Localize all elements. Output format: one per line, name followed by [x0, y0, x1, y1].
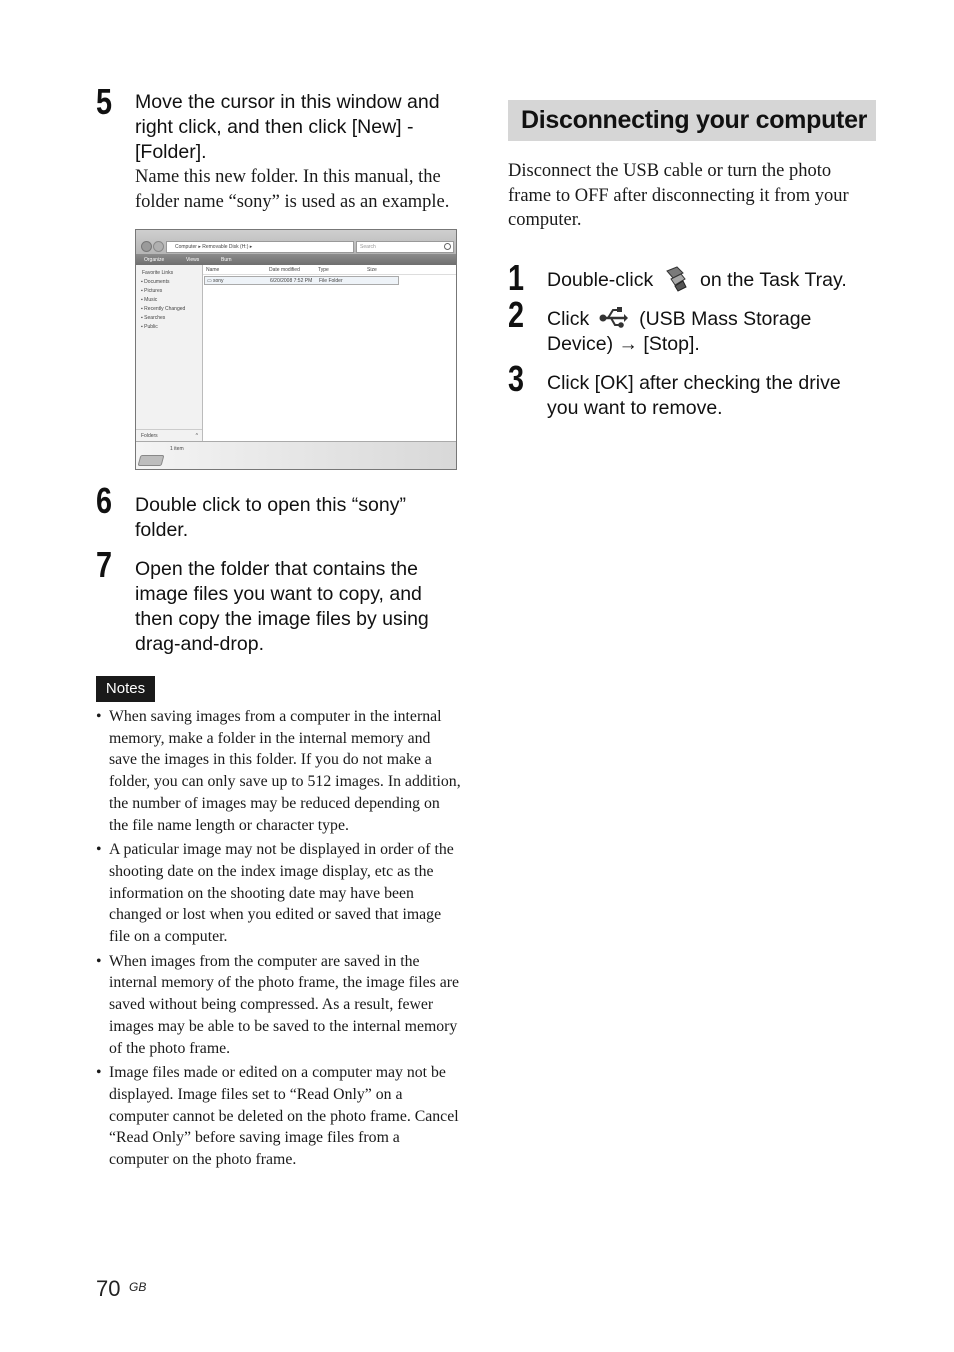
step-2-text: Click (USB Mass Storage	[547, 307, 877, 332]
step-5-text: Move the cursor in this window and right click, and then click [New] - [Folder].	[135, 91, 440, 163]
row-type: File Folder	[319, 278, 343, 284]
column-type[interactable]: Type	[318, 267, 329, 273]
step-6-text: Double click to open this “sony” folder.	[135, 494, 406, 541]
folders-toggle[interactable]	[136, 429, 202, 441]
step-5-subtext: Name this new folder. In this manual, the folder name “sony” is used as an example.	[135, 167, 450, 212]
step-1-number: 1	[508, 257, 525, 298]
nav-item-pictures[interactable]: ▪ Pictures	[141, 288, 163, 294]
address-text: Computer ▸ Removable Disk (H:) ▸	[175, 244, 253, 250]
step-1-text: Double-click on the Task Tray.	[547, 268, 877, 293]
step-5-number: 5	[96, 81, 113, 122]
nav-item-recently-changed[interactable]: ▪ Recently Changed	[141, 306, 186, 312]
explorer-window-screenshot	[135, 229, 457, 470]
step-7-number: 7	[96, 544, 113, 585]
step-2-text-line2: Device) → [Stop].	[547, 333, 700, 355]
step-7-text: Open the folder that contains the image files you want to copy, and then copy the image files by using drag-and-drop.	[135, 558, 429, 655]
forward-button[interactable]	[153, 241, 164, 252]
views-button[interactable]: Views	[186, 257, 200, 263]
column-date-modified[interactable]: Date modified	[269, 267, 300, 273]
search-input[interactable]	[356, 241, 454, 253]
step-6-number: 6	[96, 480, 113, 521]
step-2-number: 2	[508, 294, 525, 335]
column-headers	[203, 265, 457, 275]
folder-icon: ▭	[207, 278, 212, 284]
favorite-links-header: Favorite Links	[142, 270, 174, 276]
list-item: • When images from the computer are saved in the internal memory of the photo frame, the image files are saved without being compressed. As a result, fewer images may be able to be saved to the internal memory of the photo frame.	[96, 952, 460, 1057]
folders-label: Folders	[141, 433, 158, 439]
nav-item-music[interactable]: ▪ Music	[141, 297, 158, 303]
search-placeholder: Search	[360, 244, 376, 250]
drive-icon	[138, 455, 165, 466]
nav-item-searches[interactable]: ▪ Searches	[141, 315, 166, 321]
notes-list	[96, 706, 462, 1174]
details-pane	[136, 441, 457, 470]
usb-icon	[599, 305, 629, 331]
notes-label: Notes	[96, 676, 155, 702]
section-title: Disconnecting your computer	[508, 100, 876, 141]
step-3-number: 3	[508, 358, 525, 399]
burn-button[interactable]: Burn	[221, 257, 232, 263]
file-list	[203, 265, 457, 441]
back-button[interactable]	[141, 241, 152, 252]
step-3-text: Click [OK] after checking the drive you want to remove.	[547, 372, 841, 419]
organize-button[interactable]: Organize	[144, 257, 165, 263]
address-bar[interactable]	[166, 241, 354, 253]
chevron-up-icon: ^	[195, 433, 198, 439]
intro-text: Disconnect the USB cable or turn the photo frame to OFF after disconnecting it from your computer.	[508, 161, 849, 230]
toolbar	[136, 254, 457, 265]
list-item: • When saving images from a computer in the internal memory, make a folder in the internal memory and save the images in this folder. If you do not make a folder, you can only save up to 512 images. In addition, the number of images may be reduced depending on the file name length or character type.	[96, 708, 461, 834]
task-tray-icon	[663, 265, 689, 293]
row-name: sony	[213, 278, 224, 284]
row-date: 6/20/2008 7:52 PM	[270, 278, 313, 284]
nav-item-documents[interactable]: ▪ Documents	[141, 279, 170, 285]
column-size[interactable]: Size	[367, 267, 377, 273]
page-language-code: GB	[129, 1280, 147, 1294]
navigation-pane	[136, 265, 203, 441]
list-item: • A paticular image may not be displayed in order of the shooting date on the index image display, etc as the information on the shooting date may have been changed or lost when you edited or saved that image file on a computer.	[96, 841, 454, 946]
search-icon	[444, 243, 451, 250]
status-item-count: 1 item	[170, 446, 184, 452]
page-number: 70	[96, 1276, 121, 1301]
list-item: • Image files made or edited on a computer may not be displayed. Image files set to “Read Only” on a computer cannot be deleted on the photo frame. Cancel “Read Only” before saving image files from a computer on the photo frame.	[96, 1064, 459, 1169]
column-name[interactable]: Name	[206, 267, 220, 273]
nav-item-public[interactable]: ▪ Public	[141, 324, 158, 330]
table-row[interactable]	[204, 276, 399, 285]
